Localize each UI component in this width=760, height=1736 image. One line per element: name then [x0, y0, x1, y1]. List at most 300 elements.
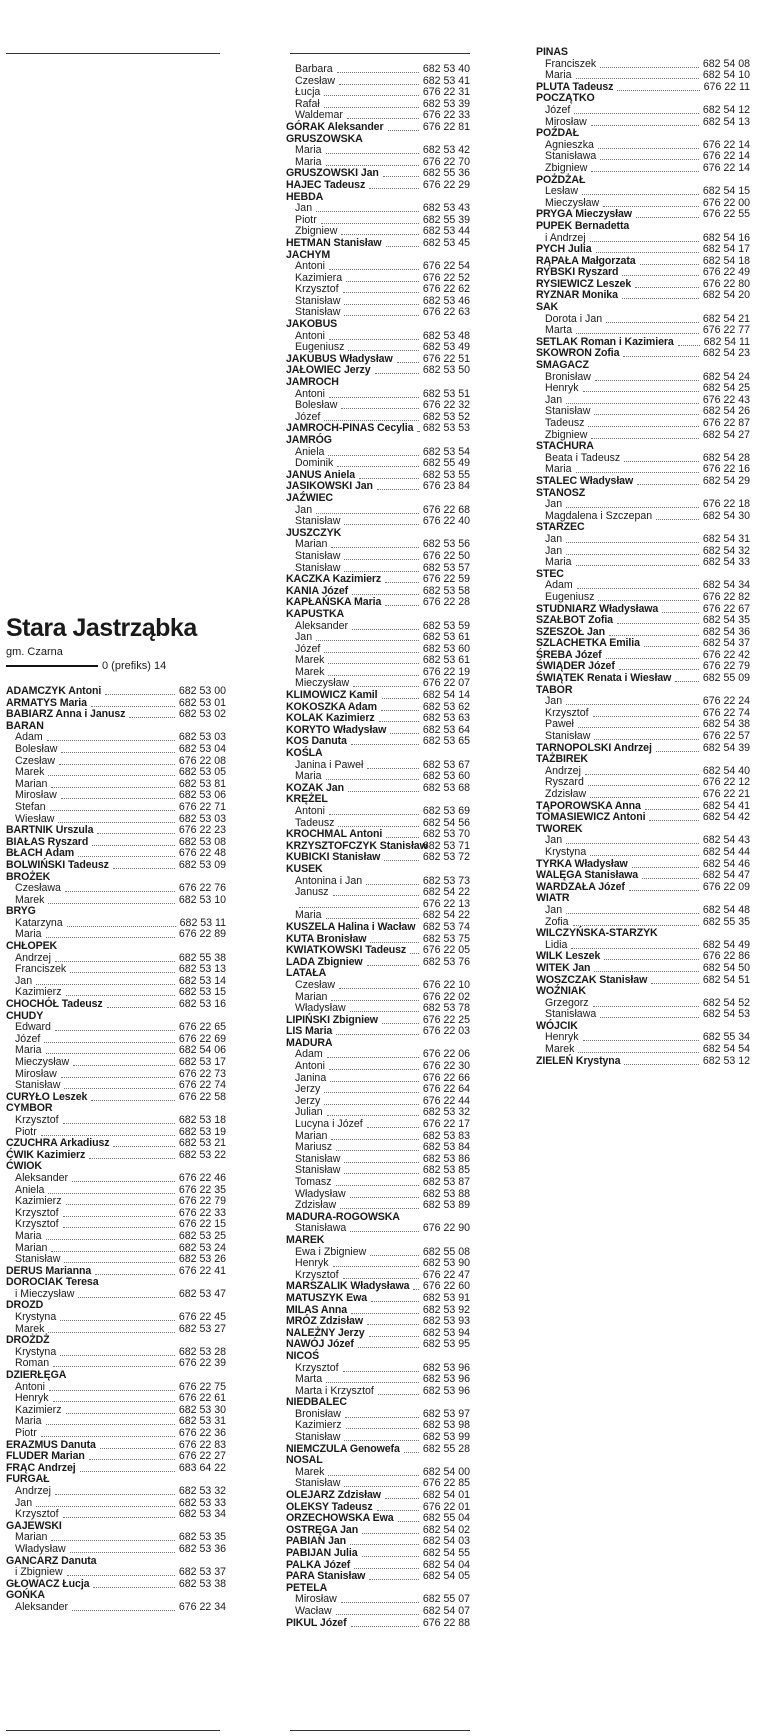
- listing-name: PALKA Józef: [286, 1558, 351, 1571]
- listing-name: ERAZMUS Danuta: [6, 1438, 96, 1451]
- phone-number: 683 64 22: [178, 1461, 226, 1474]
- listing-row: [286, 203, 470, 215]
- listing-row: [286, 516, 470, 528]
- listing-name: Aniela: [295, 445, 325, 458]
- leader-dots: [381, 710, 419, 711]
- listing-name: KORYTO Władysław: [286, 723, 387, 736]
- leader-dots: [48, 1193, 175, 1194]
- leader-dots: [362, 1533, 419, 1534]
- listing-name: Mariusz: [295, 1141, 333, 1154]
- phone-number: 682 54 25: [702, 382, 750, 395]
- phone-number: 676 22 65: [178, 1021, 226, 1034]
- listing-name: Marian: [295, 538, 328, 551]
- phone-number: 682 53 39: [422, 97, 470, 110]
- leader-dots: [369, 1579, 419, 1580]
- leader-dots: [651, 983, 699, 984]
- leader-dots: [327, 1057, 419, 1058]
- listing-name: Antoni: [15, 1380, 46, 1393]
- leader-dots: [566, 554, 699, 555]
- leader-dots: [48, 1332, 175, 1333]
- leader-dots: [675, 681, 699, 682]
- listing-name: Stanisław: [295, 306, 341, 319]
- phone-number: 682 54 36: [702, 625, 750, 638]
- phone-number: 676 22 30: [422, 1060, 470, 1073]
- leader-dots: [340, 1208, 419, 1209]
- phone-number: 682 54 50: [702, 961, 750, 974]
- listing-row: [286, 980, 470, 992]
- listing-name: WILCZYŃSKA-STARZYK: [536, 927, 658, 940]
- phone-number: 682 53 32: [422, 1106, 470, 1119]
- listing-row: [6, 825, 226, 837]
- leader-dots: [662, 612, 699, 613]
- listing-row: [6, 1231, 226, 1243]
- listing-row: [536, 847, 750, 859]
- listing-name: Mieczysław: [15, 1056, 70, 1068]
- listing-name: Maria: [545, 69, 572, 82]
- leader-dots: [59, 764, 175, 765]
- leader-dots: [328, 1475, 419, 1476]
- leader-dots: [386, 246, 419, 247]
- listing-row: [536, 499, 750, 511]
- phone-number: 682 53 36: [178, 1542, 226, 1555]
- listing-name: Stanisław: [295, 561, 341, 574]
- phone-number: 682 53 58: [422, 584, 470, 597]
- listing-row: [536, 47, 750, 59]
- leader-dots: [632, 867, 699, 868]
- phone-number: 682 53 10: [178, 893, 226, 906]
- phone-number: 682 53 99: [422, 1431, 470, 1444]
- phone-number: 682 54 13: [702, 115, 750, 128]
- listing-row: [536, 476, 750, 488]
- listing-name: Mirosław: [15, 1067, 57, 1080]
- listing-name: Lesław: [545, 185, 578, 198]
- phone-number: 676 22 35: [178, 1183, 226, 1196]
- listing-name: i Mieczysław: [15, 1287, 75, 1300]
- phone-number: 682 53 27: [178, 1322, 226, 1335]
- phone-number: 682 53 64: [422, 723, 470, 736]
- listing-name: BARAN: [6, 719, 44, 732]
- top-rule-middle: [290, 53, 470, 54]
- leader-dots: [50, 810, 175, 811]
- listing-name: TYRKA Władysław: [536, 857, 628, 870]
- phone-number: 682 53 78: [422, 1002, 470, 1015]
- phone-number: 682 53 37: [178, 1566, 226, 1579]
- phone-number: 682 54 01: [422, 1489, 470, 1502]
- phone-number: 682 53 42: [422, 144, 470, 157]
- phone-number: 676 22 36: [178, 1427, 226, 1439]
- listing-name: Eugeniusz: [545, 590, 595, 603]
- leader-dots: [384, 860, 419, 861]
- listing-name: ŚREBA Józef: [536, 648, 602, 661]
- listing-name: Jan: [15, 1496, 33, 1509]
- prefix-bar: [6, 665, 98, 667]
- leader-dots: [107, 1007, 175, 1008]
- leader-dots: [624, 461, 699, 462]
- phone-number: 682 54 53: [702, 1008, 750, 1021]
- phone-number: 682 53 24: [178, 1241, 226, 1254]
- phone-number: 682 54 21: [702, 312, 750, 325]
- listing-name: KOLAK Kazimierz: [286, 712, 375, 725]
- listing-name: KOS Danuta: [286, 735, 347, 748]
- listing-name: Jan: [545, 544, 563, 557]
- phone-number: 676 22 70: [422, 155, 470, 168]
- listing-name: TAŻBIREK: [536, 753, 588, 766]
- leader-dots: [359, 478, 419, 479]
- phone-number: 676 22 51: [422, 352, 470, 365]
- leader-dots: [590, 797, 699, 798]
- leader-dots: [46, 937, 175, 938]
- phone-number: 676 22 28: [422, 596, 470, 609]
- listing-name: Bolesław: [15, 742, 58, 755]
- leader-dots: [371, 1301, 419, 1302]
- phone-number: 682 55 04: [422, 1512, 470, 1525]
- listing-name: Jerzy: [295, 1083, 321, 1096]
- phone-number: 682 53 81: [178, 777, 226, 790]
- phone-number: 682 53 34: [178, 1508, 226, 1521]
- leader-dots: [344, 1440, 419, 1441]
- phone-number: 682 54 17: [702, 243, 750, 256]
- listing-row: [536, 870, 750, 882]
- listing-name: Krzysztof: [295, 283, 339, 296]
- leader-dots: [354, 1568, 419, 1569]
- listing-row: [536, 1044, 750, 1056]
- listing-name: Stanisław: [295, 515, 341, 528]
- phone-number: 682 55 49: [422, 457, 470, 470]
- listing-name: Agnieszka: [545, 138, 594, 151]
- listing-name: Czesław: [295, 978, 336, 991]
- listing-row: [286, 1003, 470, 1015]
- listing-name: Kazimierz: [15, 986, 62, 999]
- listing-name: Beata i Tadeusz: [545, 451, 621, 464]
- listing-name: LIS Maria: [286, 1025, 333, 1038]
- phone-number: 676 22 62: [422, 283, 470, 296]
- phone-number: 676 22 14: [702, 150, 750, 163]
- phone-number: 682 53 90: [422, 1257, 470, 1270]
- listing-name: POŹDAŁ: [536, 127, 579, 140]
- listing-name: Kazimierz: [15, 1195, 62, 1208]
- phone-number: 676 22 33: [178, 1206, 226, 1219]
- listing-name: NAWÓJ Józef: [286, 1338, 354, 1351]
- listing-name: JANUS Aniela: [286, 468, 356, 481]
- phone-number: 682 53 00: [178, 685, 226, 697]
- listing-name: PYCH Julia: [536, 243, 592, 256]
- listing-name: PLUTA Tadeusz: [536, 80, 614, 93]
- listing-name: Jan: [545, 834, 563, 847]
- listing-row: [6, 941, 226, 953]
- leader-dots: [72, 1181, 175, 1182]
- listing-row: [536, 789, 750, 801]
- listing-name: RYBSKI Ryszard: [536, 266, 619, 279]
- leader-dots: [344, 1162, 419, 1163]
- leader-dots: [91, 1100, 175, 1101]
- listing-name: Marek: [15, 893, 45, 906]
- phone-number: 682 55 28: [422, 1442, 470, 1455]
- listing-name: ĆWIOK: [6, 1160, 42, 1173]
- phone-number: 676 22 44: [422, 1094, 470, 1107]
- phone-number: 682 53 48: [422, 329, 470, 342]
- leader-dots: [92, 845, 175, 846]
- listing-name: ORZECHOWSKA Ewa: [286, 1512, 394, 1525]
- leader-dots: [386, 837, 419, 838]
- listing-row: [536, 928, 750, 940]
- phone-number: 682 53 75: [422, 932, 470, 945]
- listing-row: [6, 1173, 226, 1185]
- phone-number: 676 22 33: [422, 109, 470, 122]
- listing-name: Eugeniusz: [295, 341, 345, 354]
- leader-dots: [566, 507, 699, 508]
- listing-row: [6, 1138, 226, 1150]
- leader-dots: [78, 856, 175, 857]
- leader-dots: [566, 913, 699, 914]
- phone-number: 682 53 11: [179, 916, 226, 929]
- phone-number: 682 53 76: [422, 955, 470, 968]
- listing-row: [6, 1254, 226, 1266]
- leader-dots: [72, 1610, 175, 1611]
- leader-dots: [417, 431, 419, 432]
- phone-number: 676 22 74: [702, 706, 750, 719]
- leader-dots: [328, 455, 419, 456]
- listing-name: Antoni: [295, 1060, 326, 1073]
- phone-number: 682 54 47: [702, 869, 750, 882]
- listing-row: [6, 802, 226, 814]
- phone-number: 682 54 16: [702, 231, 750, 244]
- phone-number: 676 22 18: [702, 498, 750, 511]
- leader-dots: [385, 1498, 419, 1499]
- phone-number: 682 53 35: [178, 1531, 226, 1544]
- phone-number: 676 22 63: [422, 306, 470, 319]
- phone-number: 682 54 35: [702, 614, 750, 627]
- leader-dots: [382, 1023, 419, 1024]
- leader-dots: [129, 717, 175, 718]
- listing-name: Roman: [15, 1357, 50, 1370]
- phone-number: 682 53 84: [422, 1141, 470, 1154]
- phone-number: 676 22 61: [178, 1392, 226, 1405]
- listing-name: Maria: [15, 1415, 42, 1428]
- listing-name: Marian: [15, 1531, 48, 1544]
- leader-dots: [367, 768, 419, 769]
- listing-name: ĆWIK Kazimierz: [6, 1148, 86, 1161]
- leader-dots: [606, 658, 699, 659]
- listing-name: Jan: [545, 498, 563, 511]
- listing-name: Marian: [295, 1129, 328, 1142]
- listing-row: [536, 1056, 750, 1068]
- listing-name: PARA Stanisław: [286, 1570, 366, 1583]
- listing-name: Krystyna: [15, 1345, 57, 1358]
- phone-number: 676 22 27: [178, 1450, 226, 1463]
- leader-dots: [370, 1255, 419, 1256]
- phone-number: 682 55 35: [702, 915, 750, 928]
- listing-name: BARTNIK Urszula: [6, 824, 94, 837]
- leader-dots: [353, 686, 419, 687]
- listing-name: NALEŻNY Jerzy: [286, 1326, 365, 1339]
- leader-dots: [316, 513, 419, 514]
- phone-number: 682 53 13: [178, 963, 226, 976]
- leader-dots: [63, 1517, 175, 1518]
- listing-row: [286, 1258, 470, 1270]
- phone-number: 682 55 38: [178, 951, 226, 964]
- leader-dots: [367, 1127, 419, 1128]
- leader-dots: [378, 1394, 419, 1395]
- phone-number: 682 53 52: [422, 410, 470, 423]
- phone-number: 682 53 87: [422, 1176, 470, 1188]
- listing-name: Krzysztof: [15, 1508, 59, 1521]
- prefix-line: [6, 660, 166, 672]
- leader-dots: [413, 1289, 419, 1290]
- listing-name: Andrzej: [545, 764, 581, 777]
- leader-dots: [44, 1042, 175, 1043]
- listing-name: i Andrzej: [545, 231, 586, 244]
- phone-number: 682 53 22: [178, 1148, 226, 1161]
- leader-dots: [344, 315, 419, 316]
- phone-number: 682 54 52: [702, 996, 750, 1009]
- listing-row: [286, 238, 470, 250]
- listing-row: [536, 418, 750, 430]
- listing-name: Józef: [15, 1032, 41, 1045]
- phone-number: 676 22 52: [422, 271, 470, 284]
- listing-row: [6, 1370, 226, 1382]
- phone-number: 682 53 69: [422, 805, 470, 817]
- listing-name: Magdalena i Szczepan: [545, 509, 653, 522]
- listing-name: Kazimierz: [15, 1403, 62, 1416]
- listing-row: [286, 632, 470, 644]
- leader-dots: [352, 629, 419, 630]
- leader-dots: [326, 165, 419, 166]
- listing-name: Stanisława: [545, 150, 597, 163]
- leader-dots: [329, 397, 419, 398]
- leader-dots: [566, 843, 699, 844]
- listing-row: [286, 122, 470, 134]
- leader-dots: [566, 542, 699, 543]
- listing-name: Maria: [295, 144, 322, 157]
- leader-dots: [326, 918, 419, 919]
- phone-number: 682 53 31: [178, 1415, 226, 1428]
- phone-number: 682 54 31: [702, 532, 750, 545]
- listing-row: [286, 319, 470, 331]
- listing-name: MARSZALIK Władysława: [286, 1280, 410, 1293]
- phone-number: 676 22 59: [422, 573, 470, 586]
- listing-name: Krzysztof: [15, 1206, 59, 1219]
- listing-name: MAREK: [286, 1233, 325, 1246]
- phone-number: 682 54 20: [702, 289, 750, 302]
- listing-name: Aleksander: [15, 1171, 68, 1184]
- listing-name: PIKUL Józef: [286, 1616, 347, 1629]
- leader-dots: [343, 1278, 419, 1279]
- listing-name: Stanisław: [295, 1477, 341, 1490]
- phone-number: 682 53 55: [422, 468, 470, 481]
- phone-number: 676 22 54: [422, 260, 470, 273]
- listing-name: Mieczysław: [295, 677, 350, 690]
- phone-number: 682 53 65: [422, 735, 470, 748]
- phone-number: 676 22 32: [422, 399, 470, 412]
- listing-name: Jan: [295, 631, 313, 644]
- phone-number: 682 54 06: [178, 1044, 226, 1057]
- listing-name: BRYG: [6, 905, 36, 918]
- listing-row: [286, 748, 470, 760]
- listing-name: STARZEC: [536, 521, 585, 534]
- leader-dots: [336, 1150, 419, 1151]
- listing-name: Henryk: [545, 382, 579, 395]
- leader-dots: [95, 1274, 175, 1275]
- leader-dots: [341, 408, 419, 409]
- phone-number: 682 53 94: [422, 1326, 470, 1339]
- leader-dots: [326, 1382, 419, 1383]
- listing-name: ZIELEŃ Krystyna: [536, 1054, 621, 1067]
- listing-name: Tomasz: [295, 1176, 332, 1188]
- phone-number: 682 53 86: [422, 1152, 470, 1165]
- listing-name: Stanisława: [545, 1008, 597, 1021]
- listing-row: [6, 860, 226, 872]
- phone-number: 676 22 85: [422, 1477, 470, 1490]
- listing-name: MATUSZYK Ewa: [286, 1291, 368, 1304]
- listing-row: [6, 744, 226, 756]
- leader-dots: [329, 1069, 419, 1070]
- listing-name: GŁOWACZ Łucja: [6, 1577, 90, 1590]
- listing-name: Marek: [15, 1322, 45, 1335]
- listing-name: STALEC Władysław: [536, 474, 634, 487]
- leader-dots: [622, 298, 699, 299]
- listing-name: WOŹNIAK: [536, 985, 586, 998]
- phone-number: 682 54 43: [702, 834, 750, 847]
- phone-number: 682 53 63: [422, 712, 470, 725]
- leader-dots: [591, 171, 699, 172]
- phone-number: 676 22 73: [178, 1067, 226, 1080]
- phone-number: 676 22 15: [178, 1218, 226, 1231]
- listing-name: PABIJAN Julia: [286, 1547, 358, 1559]
- listing-name: Antonina i Jan: [295, 874, 363, 887]
- leader-dots: [324, 107, 419, 108]
- phone-number: 676 22 41: [178, 1264, 226, 1277]
- leader-dots: [622, 275, 699, 276]
- leader-dots: [369, 1336, 419, 1337]
- leader-dots: [351, 744, 419, 745]
- phone-number: 682 55 08: [422, 1245, 470, 1258]
- listing-row: [6, 1196, 226, 1208]
- phone-number: 682 53 60: [422, 642, 470, 655]
- listing-row: [536, 221, 750, 233]
- phone-number: 682 54 23: [702, 347, 750, 360]
- listing-name: Krzysztof: [295, 1361, 339, 1374]
- leader-dots: [379, 721, 419, 722]
- listing-name: KUTA Bronisław: [286, 932, 367, 945]
- phone-number: 676 22 05: [422, 944, 470, 957]
- leader-dots: [594, 971, 699, 972]
- listing-name: Antoni: [295, 387, 326, 400]
- phone-number: 682 54 39: [702, 741, 750, 754]
- listing-name: DOROCIAK Teresa: [6, 1276, 99, 1289]
- listing-name: Zbigniew: [545, 161, 588, 174]
- leader-dots: [58, 822, 175, 823]
- leader-dots: [324, 1092, 419, 1093]
- leader-dots: [382, 698, 419, 699]
- listing-row: [536, 963, 750, 975]
- leader-dots: [600, 159, 699, 160]
- listing-name: Adam: [295, 1048, 323, 1061]
- leader-dots: [576, 333, 699, 334]
- listing-name: WALĘGA Stanisława: [536, 869, 639, 882]
- phone-number: 676 22 14: [702, 161, 750, 174]
- listing-name: Bronisław: [295, 1407, 341, 1420]
- listing-name: Władysław: [295, 1002, 346, 1015]
- leader-dots: [344, 524, 419, 525]
- listing-name: KWIATKOWSKI Tadeusz: [286, 944, 407, 957]
- listing-name: Zofia: [545, 915, 569, 928]
- listing-name: WÓJCIK: [536, 1019, 578, 1032]
- listing-name: Henryk: [15, 1392, 49, 1405]
- leader-dots: [336, 1034, 419, 1035]
- leader-dots: [350, 1231, 419, 1232]
- listing-name: JAŹWIEC: [286, 491, 333, 504]
- listing-name: Stanisław: [295, 549, 341, 562]
